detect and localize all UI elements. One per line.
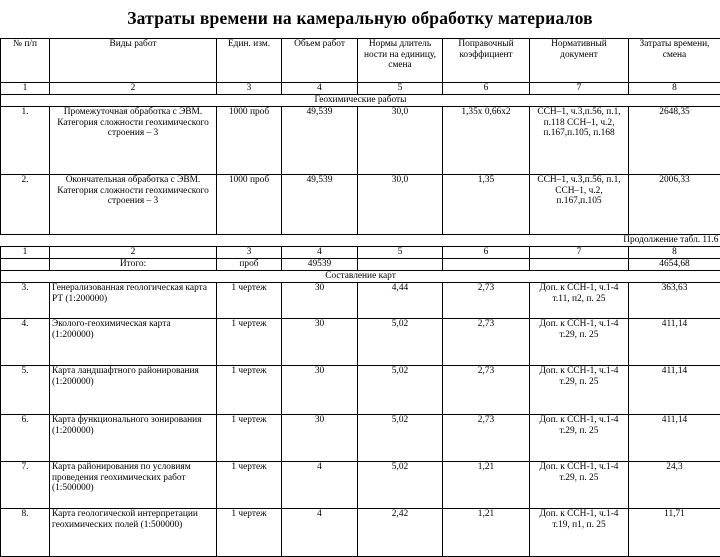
table-row <box>1 283 720 319</box>
work-type: Генерализованная геологическая карта РТ (1:200000) <box>50 283 217 319</box>
col-number: 8 <box>629 247 720 259</box>
coefficient: 1,35х 0,66х2 <box>443 107 530 175</box>
section-title: Геохимические работы <box>1 95 720 107</box>
section-row <box>1 271 720 283</box>
volume: 49,539 <box>282 107 358 175</box>
labor-cost-table <box>0 38 720 557</box>
normative-doc: Доп. к ССН-1, ч.1-4 т.29, п. 25 <box>530 366 629 415</box>
table-row <box>1 509 720 557</box>
col-number: 3 <box>217 247 282 259</box>
total-doc <box>530 259 629 271</box>
work-type: Промежуточная обработка с ЭВМ. Категория сложности геохимического строения – 3 <box>50 107 217 175</box>
column-number-row <box>1 83 720 95</box>
time-cost: 411,14 <box>629 366 720 415</box>
total-coef <box>443 259 530 271</box>
work-type: Окончательная обработка с ЭВМ. Категория сложности геохимического строения – 3 <box>50 175 217 235</box>
coefficient: 1,21 <box>443 509 530 557</box>
total-time: 4654,68 <box>629 259 720 271</box>
time-cost: 363,63 <box>629 283 720 319</box>
table-row <box>1 175 720 235</box>
volume: 30 <box>282 415 358 462</box>
column-number-row <box>1 247 720 259</box>
work-type: Карта ландшафтного районирования (1:200000) <box>50 366 217 415</box>
normative-doc: ССН–1, ч.3,п.56, п.1, ССН–1, ч.2, п.167,п.105 <box>530 175 629 235</box>
header-volume: Объем работ <box>282 39 358 83</box>
unit: 1 чертеж <box>217 319 282 366</box>
normative-doc: ССН–1, ч.3,п.56, п.1, п.118 ССН–1, ч.2, п.167,п.105, п.168 <box>530 107 629 175</box>
total-no <box>1 259 50 271</box>
col-number: 5 <box>358 83 443 95</box>
normative-doc: Доп. к ССН-1, ч.1-4 т.29, п. 25 <box>530 462 629 509</box>
norm: 5,02 <box>358 319 443 366</box>
header-coef: Поправочный коэффициент <box>443 39 530 83</box>
col-number: 4 <box>282 83 358 95</box>
coefficient: 2,73 <box>443 415 530 462</box>
col-number: 4 <box>282 247 358 259</box>
total-label: Итого: <box>50 259 217 271</box>
row-number: 1. <box>1 107 50 175</box>
col-number: 8 <box>629 83 720 95</box>
norm: 2,42 <box>358 509 443 557</box>
work-type: Карта геологической интерпретации геохимических полей (1:500000) <box>50 509 217 557</box>
norm: 5,02 <box>358 462 443 509</box>
volume: 30 <box>282 366 358 415</box>
total-row <box>1 259 720 271</box>
section-title: Составление карт <box>1 271 720 283</box>
unit: 1 чертеж <box>217 366 282 415</box>
coefficient: 2,73 <box>443 366 530 415</box>
normative-doc: Доп. к ССН-1, ч.1-4 т.19, п1, п. 25 <box>530 509 629 557</box>
continuation-label: Продолжение табл. 11.6 <box>1 235 720 247</box>
total-volume: 49539 <box>282 259 358 271</box>
row-number: 7. <box>1 462 50 509</box>
table-row <box>1 415 720 462</box>
normative-doc: Доп. к ССН-1, ч.1-4 т.29, п. 25 <box>530 319 629 366</box>
header-time: Затраты времени, смена <box>629 39 720 83</box>
unit: 1000 проб <box>217 175 282 235</box>
row-number: 8. <box>1 509 50 557</box>
volume: 30 <box>282 319 358 366</box>
header-unit: Един. изм. <box>217 39 282 83</box>
volume: 49,539 <box>282 175 358 235</box>
col-number: 1 <box>1 247 50 259</box>
coefficient: 1,35 <box>443 175 530 235</box>
total-norm <box>358 259 443 271</box>
volume: 4 <box>282 509 358 557</box>
time-cost: 2648,35 <box>629 107 720 175</box>
time-cost: 24,3 <box>629 462 720 509</box>
continuation-row <box>1 235 720 247</box>
table-row <box>1 107 720 175</box>
work-type: Эколого-геохимическая карта (1:200000) <box>50 319 217 366</box>
unit: 1000 проб <box>217 107 282 175</box>
coefficient: 1,21 <box>443 462 530 509</box>
coefficient: 2,73 <box>443 319 530 366</box>
volume: 30 <box>282 283 358 319</box>
normative-doc: Доп. к ССН-1, ч.1-4 т.11, п2, п. 25 <box>530 283 629 319</box>
time-cost: 11,71 <box>629 509 720 557</box>
header-doc: Нормативный документ <box>530 39 629 83</box>
col-number: 7 <box>530 247 629 259</box>
norm: 5,02 <box>358 415 443 462</box>
unit: 1 чертеж <box>217 283 282 319</box>
page-title: Затраты времени на камеральную обработку материалов <box>0 8 720 29</box>
header-no: № п/п <box>1 39 50 83</box>
norm: 5,02 <box>358 366 443 415</box>
col-number: 6 <box>443 83 530 95</box>
section-row <box>1 95 720 107</box>
total-unit: проб <box>217 259 282 271</box>
header-row <box>1 39 720 83</box>
col-number: 1 <box>1 83 50 95</box>
table-row <box>1 366 720 415</box>
col-number: 2 <box>50 83 217 95</box>
unit: 1 чертеж <box>217 415 282 462</box>
coefficient: 2,73 <box>443 283 530 319</box>
header-norm: Нормы длитель ности на единицу, смена <box>358 39 443 83</box>
normative-doc: Доп. к ССН-1, ч.1-4 т.29, п. 25 <box>530 415 629 462</box>
row-number: 4. <box>1 319 50 366</box>
row-number: 3. <box>1 283 50 319</box>
norm: 30,0 <box>358 107 443 175</box>
table-row <box>1 319 720 366</box>
row-number: 6. <box>1 415 50 462</box>
col-number: 3 <box>217 83 282 95</box>
volume: 4 <box>282 462 358 509</box>
time-cost: 2006,33 <box>629 175 720 235</box>
table-row <box>1 462 720 509</box>
col-number: 5 <box>358 247 443 259</box>
col-number: 6 <box>443 247 530 259</box>
col-number: 7 <box>530 83 629 95</box>
work-type: Карта функционального зонирования (1:200000) <box>50 415 217 462</box>
unit: 1 чертеж <box>217 509 282 557</box>
norm: 30,0 <box>358 175 443 235</box>
unit: 1 чертеж <box>217 462 282 509</box>
col-number: 2 <box>50 247 217 259</box>
header-work: Виды работ <box>50 39 217 83</box>
work-type: Карта районирования по условиям проведения геохимических работ (1:500000) <box>50 462 217 509</box>
row-number: 5. <box>1 366 50 415</box>
time-cost: 411,14 <box>629 415 720 462</box>
time-cost: 411,14 <box>629 319 720 366</box>
row-number: 2. <box>1 175 50 235</box>
norm: 4,44 <box>358 283 443 319</box>
